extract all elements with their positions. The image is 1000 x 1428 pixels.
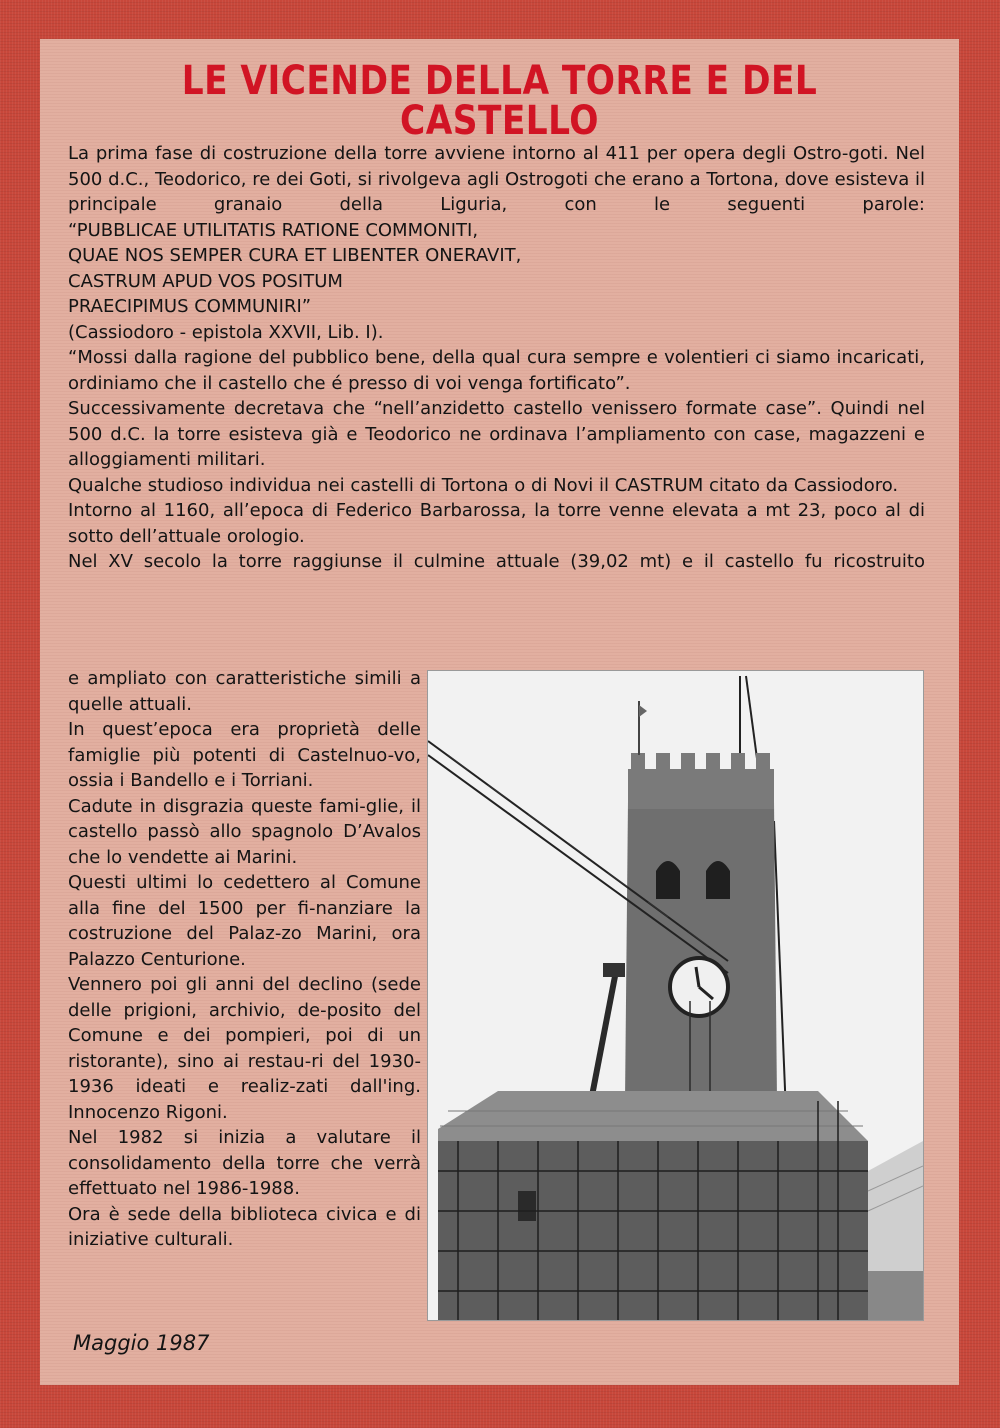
paragraph: Nel 1982 si inizia a valutare il consolidamento della torre che verrà effettuato nel 1986-1988. xyxy=(68,1127,421,1199)
lower-text-column xyxy=(68,666,421,1253)
upper-text-block xyxy=(68,141,925,575)
latin-quote-line: QUAE NOS SEMPER CURA ET LIBENTER ONERAVIT, xyxy=(68,245,522,266)
tower-with-cranes-photo xyxy=(428,671,923,1320)
paragraph: Ora è sede della biblioteca civica e di iniziative culturali. xyxy=(68,1203,421,1250)
tower-photo xyxy=(427,670,924,1321)
paragraph: In quest’epoca era proprietà delle famiglie più potenti di Castelnuo-vo, ossia i Bandello e i Torriani. xyxy=(68,719,421,791)
paragraph: Cadute in disgrazia queste fami-glie, il castello passò allo spagnolo D’Avalos che lo vendette ai Marini. xyxy=(68,795,421,868)
citation: (Cassiodoro - epistola XXVII, Lib. I). xyxy=(68,321,384,343)
paragraph: Intorno al 1160, all’epoca di Federico Barbarossa, la torre venne elevata a mt 23, poco al di sotto dell’attuale orologio. xyxy=(68,500,925,547)
date-signature: Maggio 1987 xyxy=(73,1331,210,1355)
latin-quote-line: CASTRUM APUD VOS POSITUM xyxy=(68,270,343,292)
paragraph: La prima fase di costruzione della torre avviene intorno al 411 per opera degli Ostro-goti. Nel 500 d.C., Teodorico, re dei Goti, si rivolgeva agli Ostrogoti che erano a Tortona, dove esisteva il principale granaio della Liguria, con le seguenti parole: xyxy=(68,143,925,215)
paragraph: “Mossi dalla ragione del pubblico bene, della qual cura sempre e volentieri ci siamo incaricati, ordiniamo che il castello che é presso di voi venga fortificato”. xyxy=(68,347,925,394)
latin-quote-line: PRAECIPIMUS COMMUNIRI” xyxy=(68,296,312,317)
paragraph: Qualche studioso individua nei castelli di Tortona o di Novi il CASTRUM citato da Cassiodoro. xyxy=(68,474,899,496)
paragraph: Vennero poi gli anni del declino (sede delle prigioni, archivio, de-posito del Comune e dei pompieri, poi di un ristorante), sino ai restau-ri del 1930-1936 ideati e realiz-zati dall'ing. Innocenzo Rigoni. xyxy=(68,974,421,1123)
page-panel xyxy=(40,39,959,1385)
page-title: LE VICENDE DELLA TORRE E DEL CASTELLO xyxy=(181,58,818,144)
paragraph: Nel XV secolo la torre raggiunse il culmine attuale (39,02 mt) e il castello fu ricostruito xyxy=(68,551,925,572)
latin-quote-line: “PUBBLICAE UTILITATIS RATIONE COMMONITI, xyxy=(68,219,479,241)
paragraph: e ampliato con caratteristiche simili a quelle attuali. xyxy=(68,668,421,715)
paragraph: Questi ultimi lo cedettero al Comune alla fine del 1500 per fi-nanziare la costruzione del Palaz-zo Marini, ora Palazzo Centurione. xyxy=(68,872,421,970)
paragraph: Successivamente decretava che “nell’anzidetto castello venissero formate case”. Quindi nel 500 d.C. la torre esisteva già e Teodorico ne ordinava l’ampliamento con case, magazzeni e alloggiamenti militari. xyxy=(68,398,925,470)
